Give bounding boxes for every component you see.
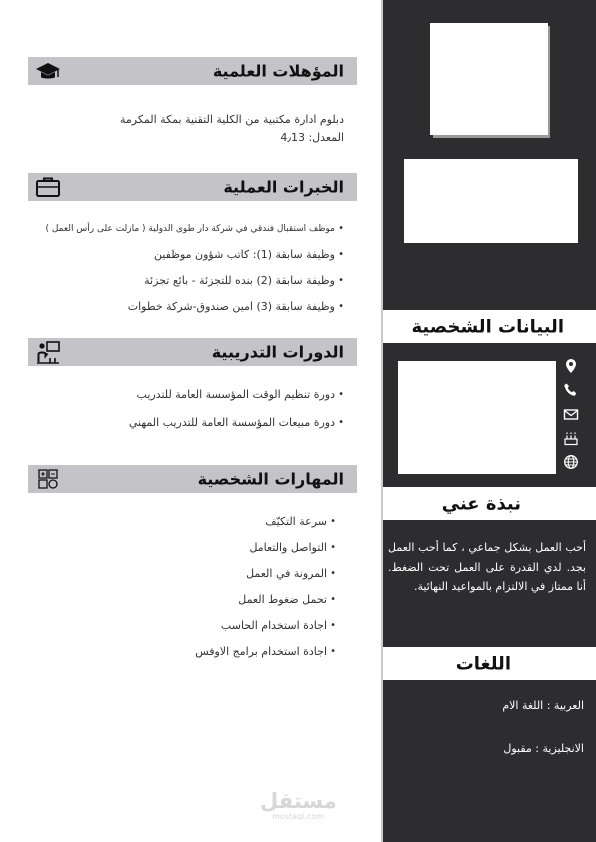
skills-title: المهارات الشخصية	[197, 469, 344, 489]
birthday-icon	[563, 430, 579, 446]
briefcase-icon	[34, 175, 62, 199]
contact-details-box	[398, 361, 556, 474]
skill-item: • تحمل ضغوط العمل	[195, 592, 336, 618]
skills-list	[195, 514, 336, 670]
globe-icon	[563, 454, 579, 470]
skill-item: • المرونة في العمل	[195, 566, 336, 592]
education-section-header	[28, 57, 357, 85]
experience-item: • وظيفة سابقة (3) امين صندوق-شركة خطوات	[45, 299, 344, 325]
course-item: • دورة مبيعات المؤسسة العامة للتدريب المهني	[129, 415, 344, 443]
personal-data-title: البيانات الشخصية	[411, 316, 564, 337]
course-item: • دورة تنظيم الوقت المؤسسة العامة للتدريب	[129, 387, 344, 415]
watermark-main: مستقل	[260, 789, 337, 813]
skill-item: • التواصل والتعامل	[195, 540, 336, 566]
skill-item: • سرعة التكيّف	[195, 514, 336, 540]
languages-title: اللغات	[455, 653, 511, 674]
about-title: نبذة عني	[441, 493, 521, 514]
skill-item: • اجادة استخدام برامج الاوفس	[195, 644, 336, 670]
language-arabic: العربية : اللغة الام	[502, 699, 584, 712]
about-heading	[383, 487, 596, 520]
contact-icons	[563, 358, 581, 478]
phone-icon	[563, 382, 579, 398]
courses-section-header	[28, 338, 357, 366]
name-box	[404, 159, 578, 243]
watermark-logo	[260, 790, 336, 822]
experience-title: الخبرات العملية	[223, 177, 344, 197]
watermark-url: mostaql.com	[272, 812, 324, 821]
email-icon	[563, 406, 579, 422]
languages-heading	[383, 647, 596, 680]
personal-data-heading	[383, 310, 596, 343]
courses-list	[129, 387, 344, 443]
experience-list	[45, 221, 344, 325]
skill-item: • اجادة استخدام الحاسب	[195, 618, 336, 644]
profile-photo-placeholder	[430, 23, 548, 135]
experience-item: • وظيفة سابقة (2) بنده للتجزئة - بائع تجزئة	[45, 273, 344, 299]
location-icon	[563, 358, 579, 374]
training-icon	[34, 340, 62, 364]
education-title: المؤهلات العلمية	[212, 61, 344, 81]
graduation-cap-icon	[34, 59, 62, 83]
about-text: أحب العمل بشكل جماعي ، كما أحب العمل بجد. لدي القدرة على العمل تحت الضغط. أنا ممتاز في الالتزام بالمواعيد النهائية.	[388, 541, 586, 593]
language-english: الانجليزية : مقبول	[503, 742, 584, 755]
skills-icon	[34, 467, 62, 491]
experience-section-header	[28, 173, 357, 201]
skills-section-header	[28, 465, 357, 493]
experience-item: • موظف استقبال فندقي في شركة دار طوى الدولية ( مازلت على رأس العمل )	[45, 221, 344, 247]
education-gpa: المعدل: 4٫13	[280, 131, 344, 144]
education-degree: دبلوم ادارة مكتبية من الكلية التقنية بمكة المكرمة	[119, 113, 344, 126]
courses-title: الدورات التدريبية	[211, 342, 344, 362]
experience-item: • وظيفة سابقة (1): كاتب شؤون موظفين	[45, 247, 344, 273]
